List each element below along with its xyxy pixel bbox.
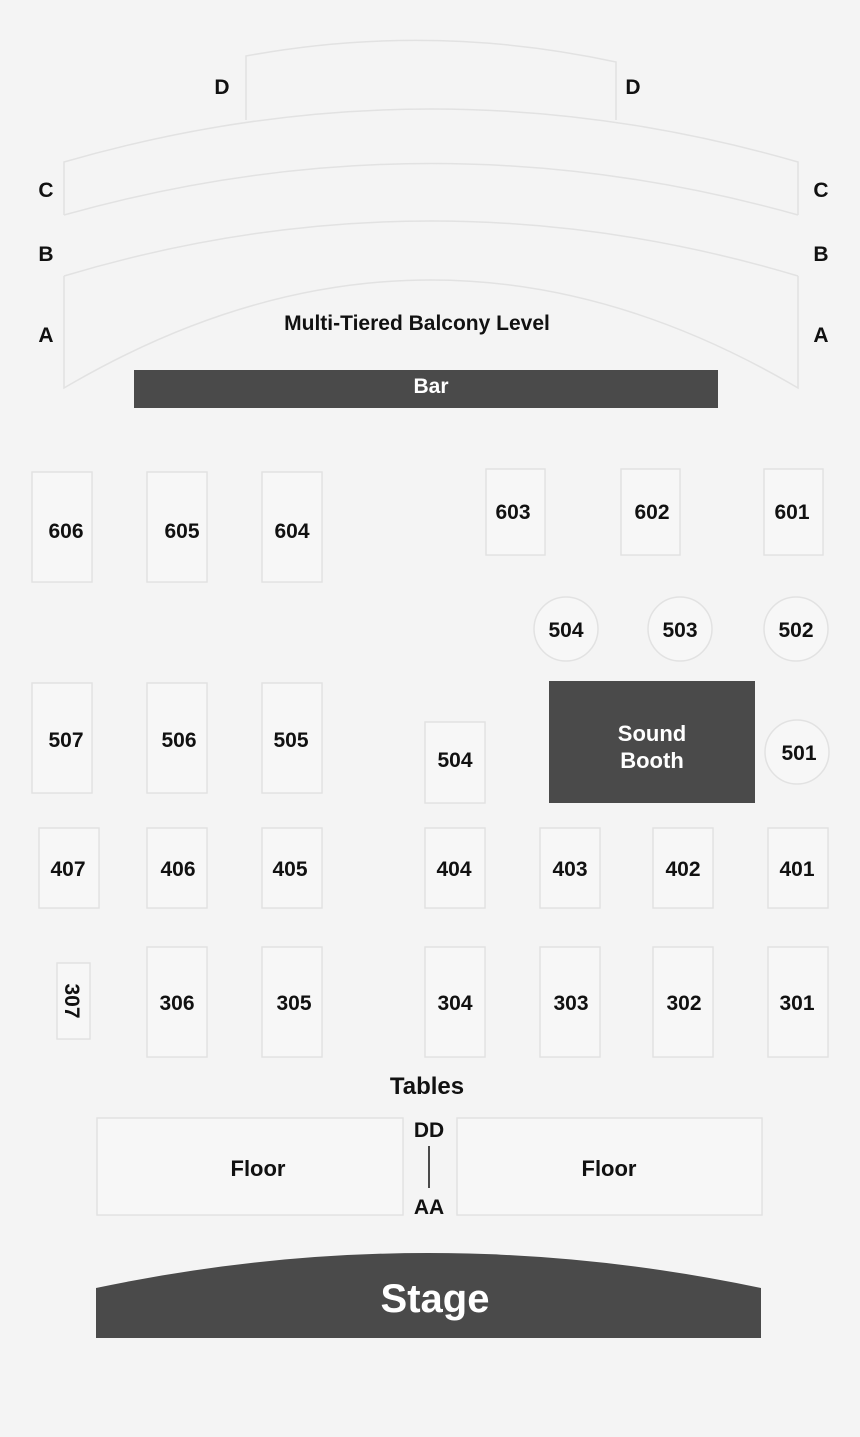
balcony-tier-d-outline bbox=[246, 40, 616, 120]
balcony-level bbox=[38, 40, 828, 388]
section-503[interactable] bbox=[648, 597, 712, 661]
svg-text:302: 302 bbox=[666, 992, 702, 1015]
section-606[interactable] bbox=[32, 472, 92, 582]
section-604[interactable] bbox=[262, 472, 322, 582]
svg-text:303: 303 bbox=[553, 992, 589, 1015]
row-label-a-left: A bbox=[38, 324, 54, 347]
aisle-label-top: DD bbox=[413, 1119, 445, 1142]
row-label-d-right: D bbox=[625, 76, 641, 99]
row-label-d-left: D bbox=[214, 76, 230, 99]
sound-booth-line1: Sound bbox=[617, 721, 687, 746]
section-505[interactable] bbox=[262, 683, 322, 793]
section-506[interactable] bbox=[147, 683, 207, 793]
svg-text:306: 306 bbox=[159, 992, 195, 1015]
section-601[interactable] bbox=[764, 469, 823, 555]
svg-text:307: 307 bbox=[60, 983, 83, 1019]
section-401[interactable] bbox=[768, 828, 828, 908]
svg-text:604: 604 bbox=[274, 520, 310, 543]
svg-text:601: 601 bbox=[774, 501, 810, 524]
svg-text:501: 501 bbox=[781, 742, 817, 765]
svg-text:405: 405 bbox=[272, 858, 308, 881]
svg-text:305: 305 bbox=[276, 992, 312, 1015]
svg-text:407: 407 bbox=[50, 858, 86, 881]
bar-label: Bar bbox=[413, 375, 449, 398]
stage bbox=[96, 1253, 761, 1338]
section-301[interactable] bbox=[768, 947, 828, 1057]
section-507[interactable] bbox=[32, 683, 92, 793]
svg-text:404: 404 bbox=[436, 858, 472, 881]
section-304[interactable] bbox=[425, 947, 485, 1057]
floor-right[interactable] bbox=[457, 1118, 762, 1215]
section-504-round[interactable] bbox=[534, 597, 598, 661]
section-605[interactable] bbox=[147, 472, 207, 582]
section-307[interactable] bbox=[57, 963, 90, 1039]
svg-text:505: 505 bbox=[273, 729, 309, 752]
balcony-tier-c-outline bbox=[64, 109, 798, 215]
section-406[interactable] bbox=[147, 828, 207, 908]
svg-text:301: 301 bbox=[779, 992, 815, 1015]
svg-text:502: 502 bbox=[778, 619, 814, 642]
svg-text:605: 605 bbox=[164, 520, 200, 543]
row-label-b-left: B bbox=[38, 243, 54, 266]
section-402[interactable] bbox=[653, 828, 713, 908]
svg-text:504: 504 bbox=[437, 749, 473, 772]
bar bbox=[134, 370, 718, 408]
section-407[interactable] bbox=[39, 828, 99, 908]
section-603[interactable] bbox=[486, 469, 545, 555]
svg-text:503: 503 bbox=[662, 619, 698, 642]
section-306[interactable] bbox=[147, 947, 207, 1057]
balcony-title: Multi-Tiered Balcony Level bbox=[284, 312, 550, 335]
balcony-tier-a-divider bbox=[64, 221, 798, 276]
svg-text:402: 402 bbox=[665, 858, 701, 881]
section-602[interactable] bbox=[621, 469, 680, 555]
row-label-c-right: C bbox=[813, 179, 829, 202]
svg-text:403: 403 bbox=[552, 858, 588, 881]
section-403[interactable] bbox=[540, 828, 600, 908]
row-label-c-left: C bbox=[38, 179, 54, 202]
svg-text:Floor: Floor bbox=[230, 1156, 286, 1181]
row-label-b-right: B bbox=[813, 243, 829, 266]
section-303[interactable] bbox=[540, 947, 600, 1057]
svg-text:406: 406 bbox=[160, 858, 196, 881]
svg-text:602: 602 bbox=[634, 501, 670, 524]
svg-text:506: 506 bbox=[161, 729, 197, 752]
svg-text:401: 401 bbox=[779, 858, 815, 881]
svg-text:304: 304 bbox=[437, 992, 473, 1015]
floor-left[interactable] bbox=[97, 1118, 403, 1215]
svg-text:504: 504 bbox=[548, 619, 584, 642]
section-302[interactable] bbox=[653, 947, 713, 1057]
svg-text:Floor: Floor bbox=[581, 1156, 637, 1181]
section-305[interactable] bbox=[262, 947, 322, 1057]
row-label-a-right: A bbox=[813, 324, 829, 347]
aisle-label-bottom: AA bbox=[413, 1196, 445, 1219]
sound-booth bbox=[549, 681, 755, 803]
section-404[interactable] bbox=[425, 828, 485, 908]
stage-label: Stage bbox=[380, 1277, 490, 1321]
svg-text:606: 606 bbox=[48, 520, 84, 543]
section-501[interactable] bbox=[765, 720, 829, 784]
balcony-tier-b-divider bbox=[64, 164, 798, 216]
svg-text:507: 507 bbox=[48, 729, 84, 752]
section-504[interactable] bbox=[425, 722, 485, 803]
svg-text:603: 603 bbox=[495, 501, 531, 524]
sound-booth-line2: Booth bbox=[620, 748, 684, 773]
tables-label: Tables bbox=[389, 1073, 465, 1100]
floor-aisle bbox=[414, 1119, 444, 1219]
section-502[interactable] bbox=[764, 597, 828, 661]
section-405[interactable] bbox=[262, 828, 322, 908]
